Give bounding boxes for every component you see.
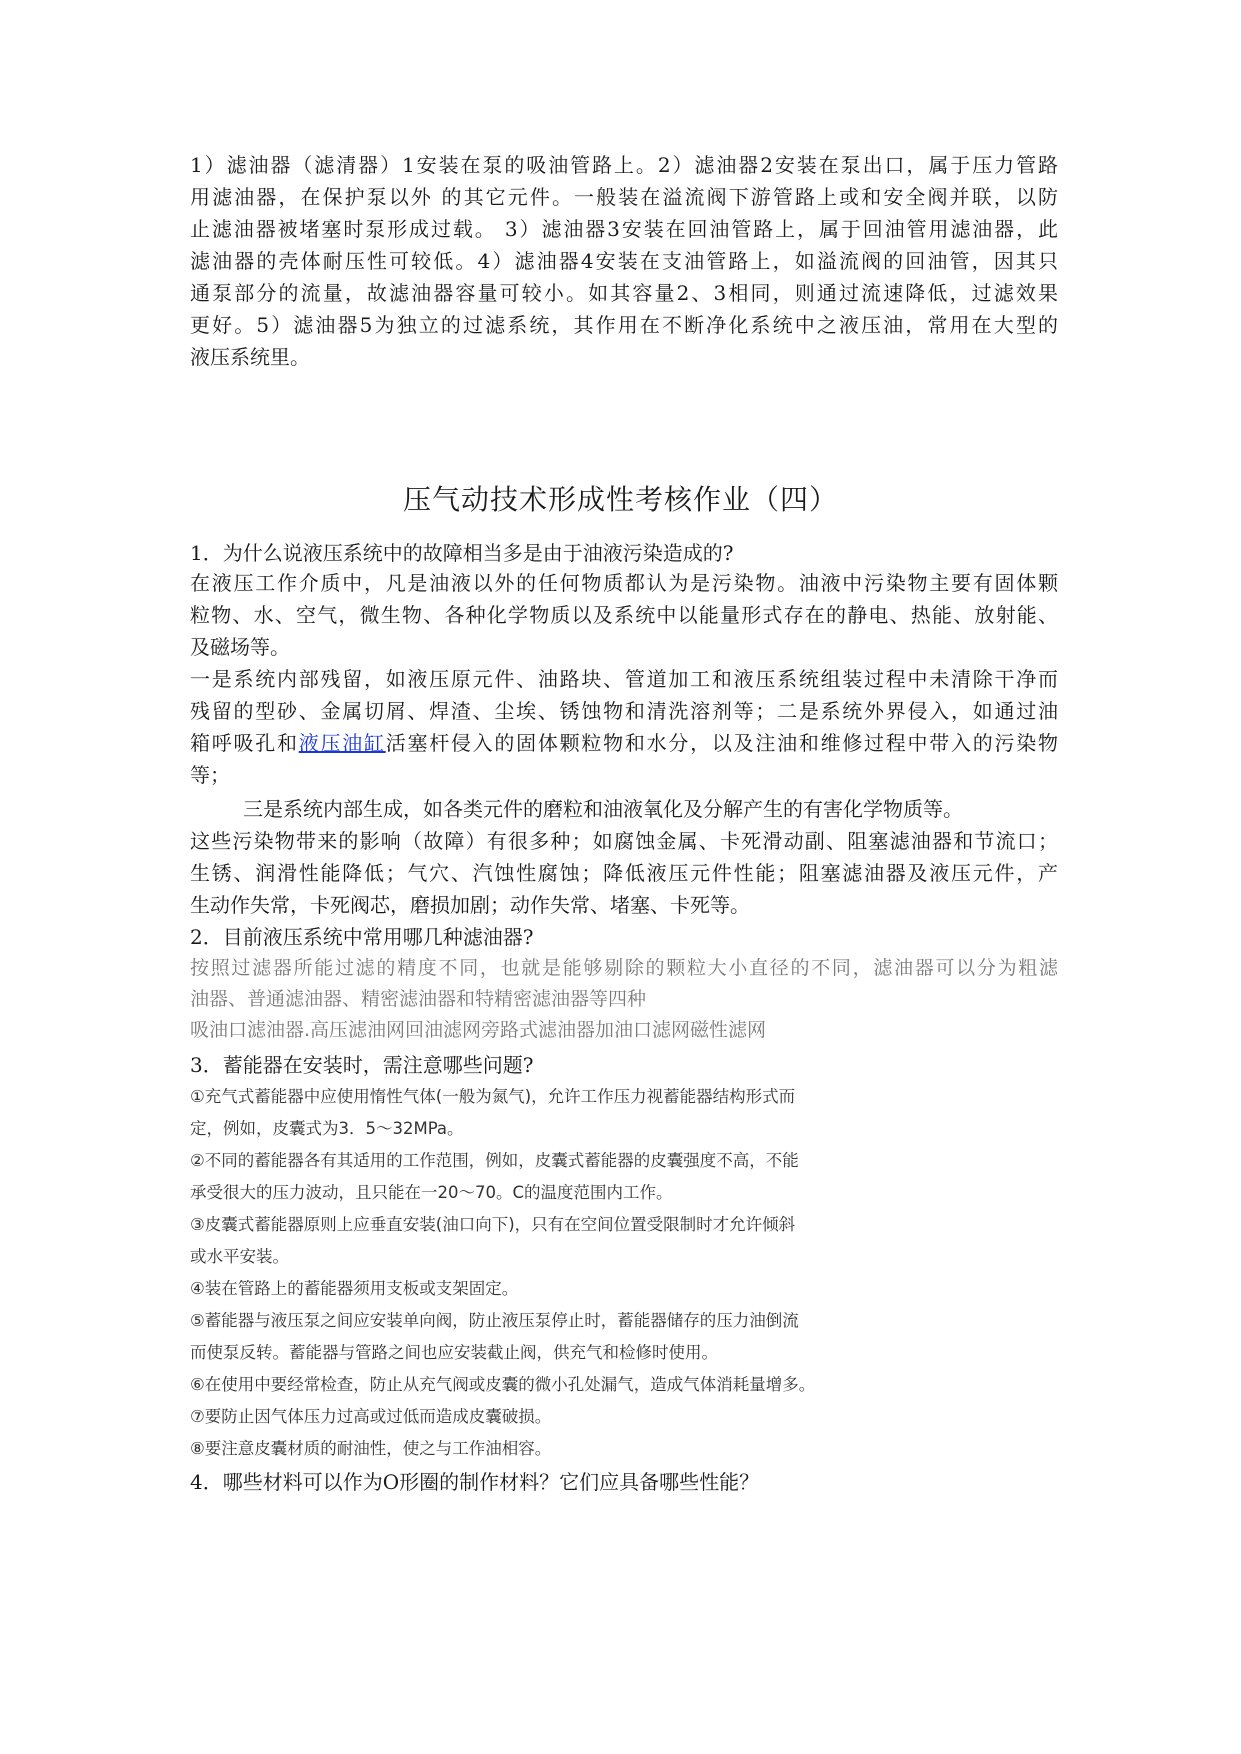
answer-line: ④装在管路上的蓄能器须用支板或支架固定。 bbox=[190, 1279, 519, 1298]
answer-line: 吸油口滤油器.高压滤油网回油滤网旁路式滤油器加油口滤网磁性滤网 bbox=[190, 1019, 767, 1041]
answer-line: 而使泵反转。蓄能器与管路之间也应安装截止阀，供充气和检修时使用。 bbox=[190, 1343, 718, 1362]
answer-text: 活塞杆侵入的固体颗粒物和水分，以及注油和维修过程中带入的污染物 bbox=[385, 731, 1059, 755]
answer-line: 定，例如，皮囊式为3．5～32MPa。 bbox=[190, 1119, 464, 1138]
answer-line: 生动作失常，卡死阀芯，磨损加剧；动作失常、堵塞、卡死等。 bbox=[190, 893, 750, 917]
intro-line: 液压系统里。 bbox=[190, 345, 310, 369]
answer-text: 箱呼吸孔和 bbox=[190, 731, 299, 755]
answer-line: 油器、普通滤油器、精密滤油器和特精密滤油器等四种 bbox=[190, 988, 647, 1010]
question-2-heading: 2．目前液压系统中常用哪几种滤油器? bbox=[190, 925, 534, 949]
answer-line: 一是系统内部残留，如液压原元件、油路块、管道加工和液压系统组装过程中未清除干净而 bbox=[190, 667, 1058, 691]
answer-line: 这些污染物带来的影响（故障）有很多种；如腐蚀金属、卡死滑动副、阻塞滤油器和节流口； bbox=[190, 829, 1058, 853]
answer-line: ②不同的蓄能器各有其适用的工作范围，例如，皮囊式蓄能器的皮囊强度不高，不能 bbox=[190, 1151, 799, 1170]
answer-line: 承受很大的压力波动，且只能在一20～70。C的温度范围内工作。 bbox=[190, 1183, 673, 1202]
intro-line: 用滤油器，在保护泵以外 的其它元件。一般装在溢流阀下游管路上或和安全阀并联，以防 bbox=[190, 185, 1058, 209]
question-3-section bbox=[190, 1053, 1058, 1483]
intro-paragraph bbox=[190, 153, 1058, 383]
answer-line: 残留的型砂、金属切屑、焊渣、尘埃、锈蚀物和清洗溶剂等；二是系统外界侵入，如通过油 bbox=[190, 699, 1058, 723]
question-3-heading: 3．蓄能器在安装时，需注意哪些问题? bbox=[190, 1053, 534, 1077]
answer-line: 三是系统内部生成，如各类元件的磨粒和油液氧化及分解产生的有害化学物质等。 bbox=[243, 797, 963, 821]
answer-line: ⑤蓄能器与液压泵之间应安装单向阀，防止液压泵停止时，蓄能器储存的压力油倒流 bbox=[190, 1311, 799, 1330]
answer-line: ⑥在使用中要经常检查，防止从充气阀或皮囊的微小孔处漏气，造成气体消耗量增多。 bbox=[190, 1375, 816, 1394]
page-title: 压气动技术形成性考核作业（四） bbox=[402, 483, 838, 516]
answer-line: 在液压工作介质中，凡是油液以外的任何物质都认为是污染物。油液中污染物主要有固体颗 bbox=[190, 571, 1058, 595]
answer-line: ⑧要注意皮囊材质的耐油性，使之与工作油相容。 bbox=[190, 1439, 552, 1458]
answer-line: 或水平安装。 bbox=[190, 1247, 289, 1266]
intro-line: 更好。5）滤油器5为独立的过滤系统，其作用在不断净化系统中之液压油，常用在大型的 bbox=[190, 313, 1058, 337]
question-2-section bbox=[190, 925, 1058, 1055]
intro-line: 通泵部分的流量，故滤油器容量可较小。如其容量2、3相同，则通过流速降低，过滤效果 bbox=[190, 281, 1058, 305]
answer-line-with-link bbox=[190, 731, 1058, 755]
intro-line: 1）滤油器（滤清器）1安装在泵的吸油管路上。2）滤油器2安装在泵出口，属于压力管路 bbox=[190, 153, 1058, 177]
question-4-section bbox=[190, 1470, 1058, 1500]
answer-line: ③皮囊式蓄能器原则上应垂直安装(油口向下)，只有在空间位置受限制时才允许倾斜 bbox=[190, 1215, 796, 1234]
answer-line: 及磁场等。 bbox=[190, 635, 290, 659]
answer-line: 等； bbox=[190, 763, 230, 787]
question-1-heading: 1．为什么说液压系统中的故障相当多是由于油液污染造成的? bbox=[190, 541, 734, 565]
intro-line: 滤油器的壳体耐压性可较低。4）滤油器4安装在支油管路上，如溢流阀的回油管，因其只 bbox=[190, 249, 1058, 273]
answer-line: 按照过滤器所能过滤的精度不同，也就是能够剔除的颗粒大小直径的不同，滤油器可以分为粗滤 bbox=[190, 957, 1058, 979]
answer-line: 粒物、水、空气，微生物、各种化学物质以及系统中以能量形式存在的静电、热能、放射能、 bbox=[190, 603, 1058, 627]
question-1-section bbox=[190, 541, 1058, 921]
intro-line: 止滤油器被堵塞时泵形成过载。 3）滤油器3安装在回油管路上，属于回油管用滤油器，此 bbox=[190, 217, 1058, 241]
hydraulic-cylinder-link[interactable]: 液压油缸 bbox=[298, 731, 386, 755]
answer-line: ⑦要防止因气体压力过高或过低而造成皮囊破损。 bbox=[190, 1407, 552, 1426]
question-4-heading: 4．哪些材料可以作为O形圈的制作材料？它们应具备哪些性能？ bbox=[190, 1470, 760, 1494]
answer-line: ①充气式蓄能器中应使用惰性气体(一般为氮气)，允许工作压力视蓄能器结构形式而 bbox=[190, 1087, 796, 1106]
answer-line: 生锈、润滑性能降低；气穴、汽蚀性腐蚀；降低液压元件性能；阻塞滤油器及液压元件，产 bbox=[190, 861, 1058, 885]
